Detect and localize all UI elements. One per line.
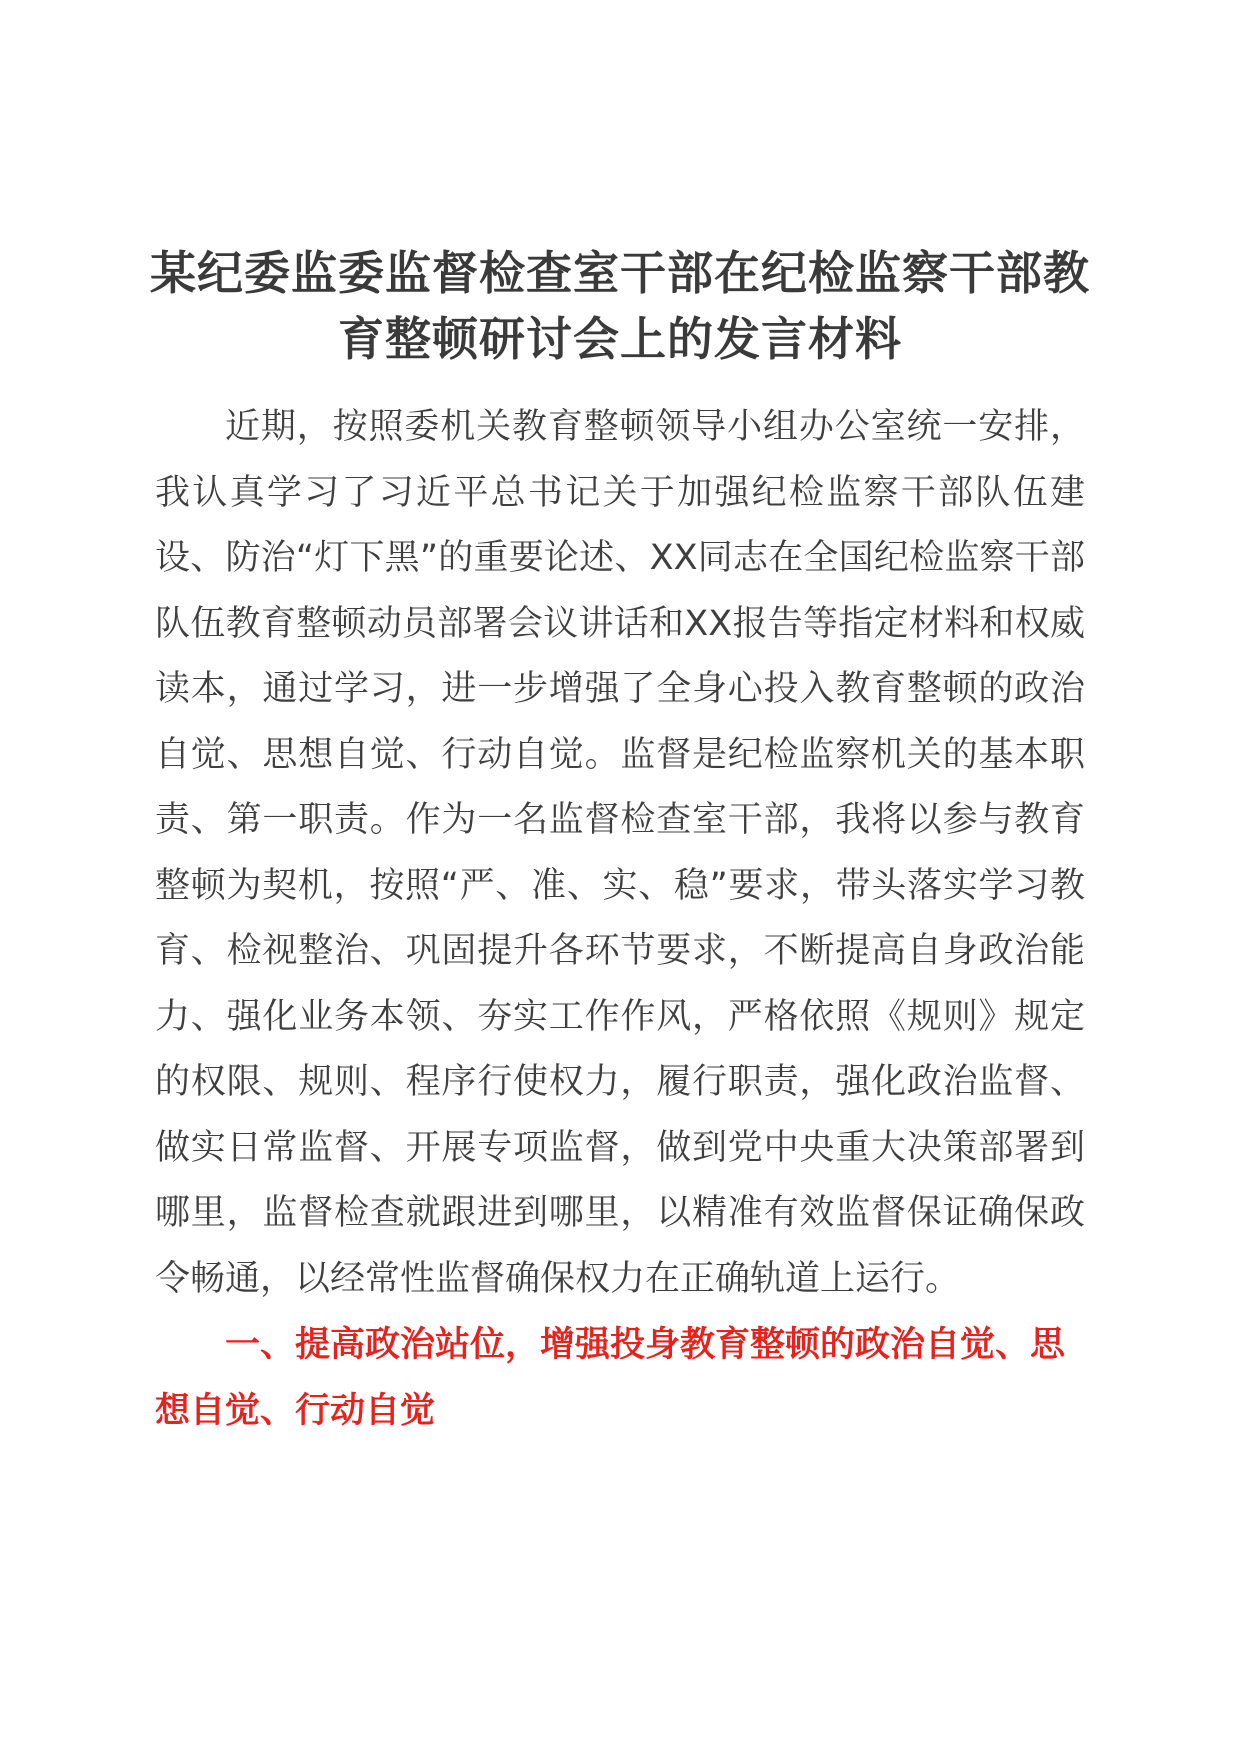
section-heading: 一、提高政治站位，增强投身教育整顿的政治自觉、思想自觉、行动自觉 xyxy=(155,1325,1066,1431)
body-paragraph: 近期，按照委机关教育整顿领导小组办公室统一安排，我认真学习了习近平总书记关于加强纪检监察干部队伍建设、防治“灯下黑”的重要论述、XX同志在全国纪检监察干部队伍教育整顿动员部署会议讲话和XX报告等指定材料和权威读本，通过学习，进一步增强了全身心投入教育整顿的政治自觉、思想自觉、行动自觉。监督是纪检监察机关的基本职责、第一职责。作为一名监督检查室干部，我将以参与教育整顿为契机，按照“严、准、实、稳”要求，带头落实学习教育、检视整治、巩固提升各环节要求，不断提高自身政治能力、强化业务本领、夯实工作作风，严格依照《规则》规定的权限、规则、程序行使权力，履行职责，强化政治监督、做实日常监督、开展专项监督，做到党中央重大决策部署到哪里，监督检查就跟进到哪里，以精准有效监督保证确保政令畅通，以经常性监督确保权力在正确轨道上运行。 xyxy=(155,407,1085,1299)
document-title: 某纪委监委监督检查室干部在纪检监察干部教育整顿研讨会上的发言材料 xyxy=(150,246,1090,366)
